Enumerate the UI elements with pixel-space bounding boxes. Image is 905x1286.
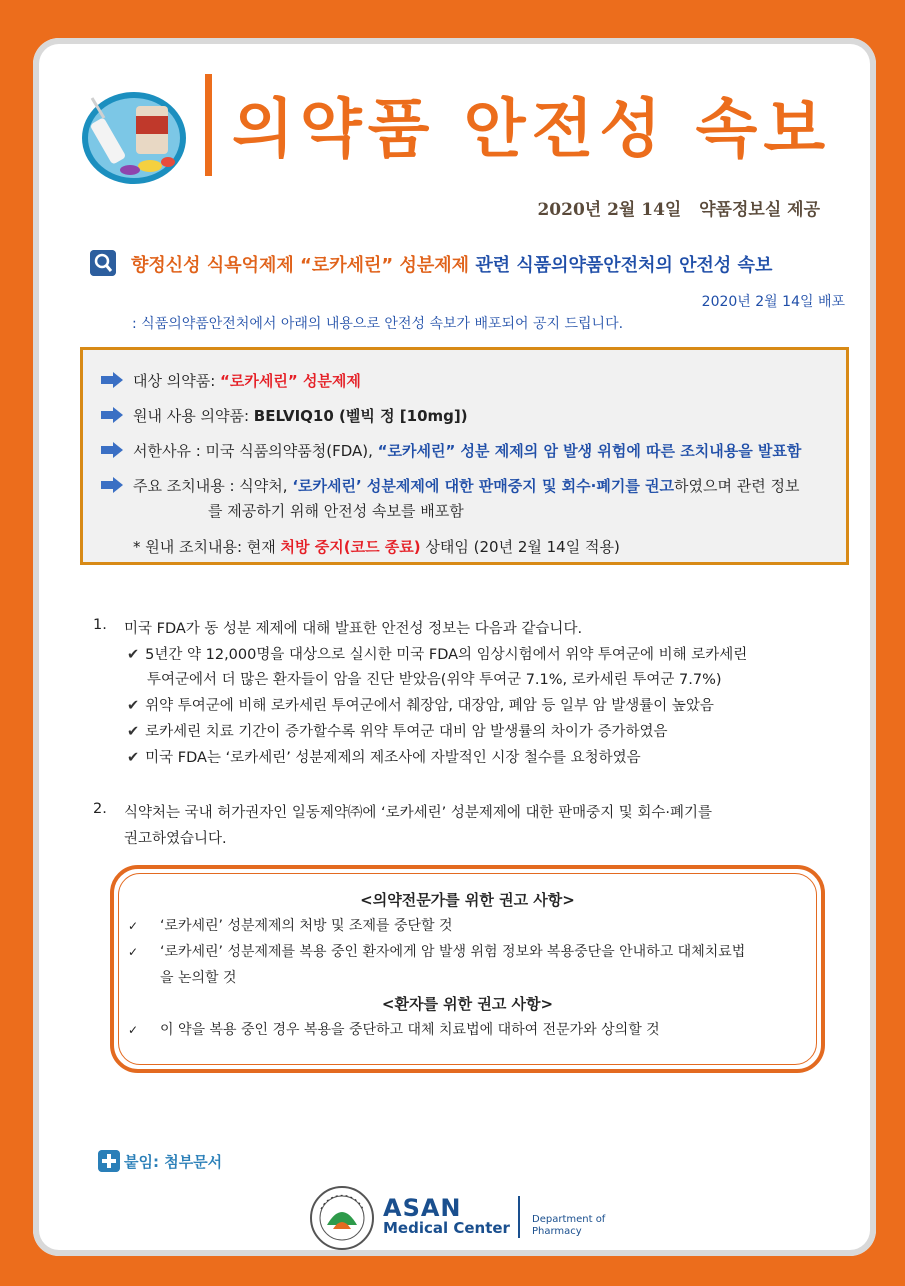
arrow-right-icon	[101, 407, 123, 423]
list-item-cont: 투여군에서 더 많은 환자들이 암을 진단 받았음(위약 투여군 7.1%, 로카세린 투여군 7.7%)	[147, 672, 722, 688]
list-item: ✔ 미국 FDA는 ‘로카세린’ 성분제제의 제조사에 자발적인 시장 철수를 요청하였음	[127, 750, 641, 766]
plus-icon	[98, 1150, 120, 1172]
section2-number: 2.	[93, 801, 107, 817]
check-icon: ✔	[127, 647, 140, 663]
check-icon: ✓	[128, 945, 139, 959]
bulletin-subtitle	[131, 251, 772, 277]
pro-heading: <의약전문가를 위한 권고 사항>	[360, 891, 575, 909]
subtitle-drug: 향정신성 식욕억제제 “로카세린” 성분제제	[131, 255, 470, 276]
patient-item: ✓ 이 약을 복용 중인 경우 복용을 중단하고 대체 치료법에 대하여 전문가와 상의할 것	[128, 1022, 660, 1038]
org-name: ASAN	[383, 1194, 462, 1222]
page-title: 의약품 안전성 속보	[232, 92, 832, 167]
list-item: ✔ 로카세린 치료 기간이 증가할수록 위약 투여군 대비 암 발생률의 차이가 증가하였음	[127, 724, 668, 740]
summary-box	[80, 347, 849, 565]
arrow-right-icon	[101, 372, 123, 388]
check-icon: ✔	[127, 698, 140, 714]
asan-foundation-seal-icon	[309, 1185, 375, 1251]
summary-action-cont: 를 제공하기 위해 안전성 속보를 배포함	[208, 502, 464, 520]
search-icon	[90, 250, 116, 276]
issue-info	[420, 195, 820, 220]
pro-item: ✓ ‘로카세린’ 성분제제를 복용 중인 환자에게 암 발생 위험 정보와 복용중단을 안내하고 대체치료법	[128, 944, 746, 960]
org-subname: Medical Center	[383, 1219, 510, 1237]
check-icon: ✔	[127, 750, 140, 766]
section2-text-cont: 권고하였습니다.	[124, 831, 227, 847]
notice-text: : 식품의약품안전처에서 아래의 내용으로 안전성 속보가 배포되어 공지 드립니다.	[132, 316, 624, 332]
arrow-right-icon	[101, 477, 123, 493]
section2-text: 식약처는 국내 허가권자인 일동제약㈜에 ‘로카세린’ 성분제제에 대한 판매중지 및 회수·폐기를	[124, 805, 713, 821]
medicine-logo-icon	[80, 88, 188, 184]
check-icon: ✓	[128, 1023, 139, 1037]
arrow-right-icon	[101, 442, 123, 458]
distribution-date: 2020년 2월 14일 배포	[701, 294, 845, 310]
title-divider	[205, 74, 212, 176]
section1-number: 1.	[93, 617, 107, 633]
check-icon: ✓	[128, 919, 139, 933]
summary-target: 대상 의약품: “로카세린” 성분제제	[101, 370, 361, 391]
check-icon: ✔	[127, 724, 140, 740]
issue-provider: 약품정보실 제공	[699, 200, 820, 220]
footer-divider	[518, 1196, 520, 1238]
recommendations-box	[110, 865, 825, 1073]
attachment-link[interactable]: 붙임: 첨부문서	[124, 1153, 223, 1171]
department-name: Department of Pharmacy	[532, 1214, 606, 1237]
pro-item: ✓ ‘로카세린’ 성분제제의 처방 및 조제를 중단할 것	[128, 918, 453, 934]
summary-reason: 서한사유 : 미국 식품의약품청(FDA), “로카세린” 성분 제제의 암 발생 위험에 따른 조치내용을 발표함	[101, 440, 801, 461]
summary-action: 주요 조치내용 : 식약처, ‘로카세린’ 성분제제에 대한 판매중지 및 회수·폐기를 권고하였으며 관련 정보	[101, 475, 799, 496]
patient-heading: <환자를 위한 권고 사항>	[381, 995, 554, 1013]
section1-heading: 미국 FDA가 동 성분 제제에 대해 발표한 안전성 정보는 다음과 같습니다.	[124, 621, 583, 637]
list-item: ✔ 5년간 약 12,000명을 대상으로 실시한 미국 FDA의 임상시험에서 위약 투여군에 비해 로카세린	[127, 647, 748, 663]
list-item: ✔ 위약 투여군에 비해 로카세린 투여군에서 췌장암, 대장암, 폐암 등 일부 암 발생률이 높았음	[127, 698, 714, 714]
summary-note: * 원내 조치내용: 현재 처방 중지(코드 종료) 상태임 (20년 2월 14일 적용)	[133, 538, 620, 556]
issue-date: 2020년 2월 14일	[537, 200, 682, 220]
subtitle-agency: 관련 식품의약품안전처의 안전성 속보	[469, 255, 773, 276]
summary-inhouse: 원내 사용 의약품: BELVIQ10 (벨빅 정 [10mg])	[101, 405, 468, 426]
pro-item-cont: 을 논의할 것	[160, 970, 237, 986]
